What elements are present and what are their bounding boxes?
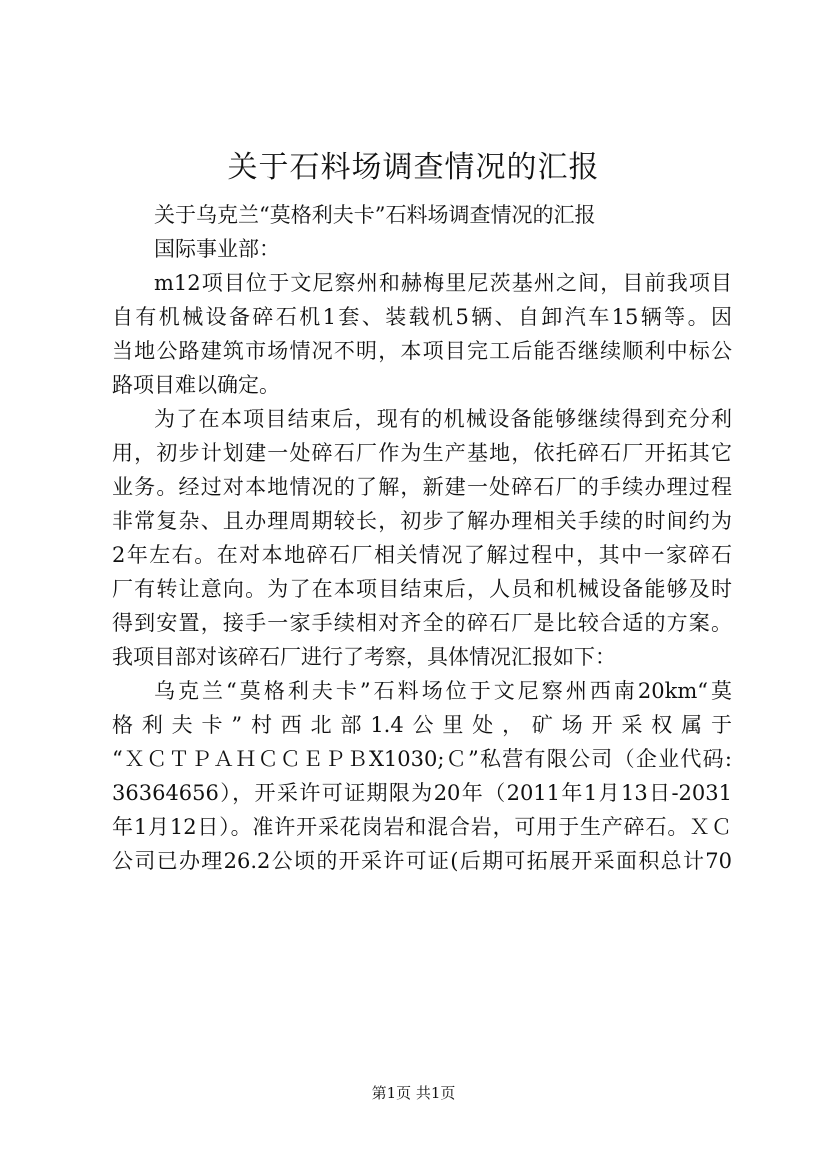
document-title: 关于石料场调查情况的汇报 bbox=[227, 150, 600, 185]
body-line: 厂有转让意向。为了在本项目结束后，人员和机械设备能够及时 bbox=[112, 577, 732, 601]
body-line: 格利夫卡”村西北部1.4公里处，矿场开采权属于 bbox=[112, 713, 732, 737]
body-line: 得到安置，接手一家手续相对齐全的碎石厂是比较合适的方案。 bbox=[112, 611, 732, 635]
body-line: 我项目部对该碎石厂进行了考察，具体情况汇报如下： bbox=[112, 645, 616, 669]
body-line: 2年左右。在对本地碎石厂相关情况了解过程中，其中一家碎石 bbox=[112, 543, 732, 567]
body-line: 路项目难以确定。 bbox=[112, 373, 280, 397]
body-line: m12项目位于文尼察州和赫梅里尼茨基州之间，目前我项目 bbox=[154, 271, 732, 295]
body-line: 当地公路建筑市场情况不明，本项目完工后能否继续顺利中标公 bbox=[112, 339, 732, 363]
body-line: 乌克兰“莫格利夫卡”石料场位于文尼察州西南20km“莫 bbox=[154, 679, 732, 703]
body-line: 用，初步计划建一处碎石厂作为生产基地，依托碎石厂开拓其它 bbox=[112, 441, 732, 465]
body-line: 国际事业部： bbox=[154, 237, 280, 261]
body-line: 公司已办理26.2公顷的开采许可证(后期可拓展开采面积总计70 bbox=[112, 849, 732, 873]
document-body bbox=[112, 198, 732, 878]
page-number-footer: 第1页 共1页 bbox=[371, 1084, 456, 1102]
body-line: 关于乌克兰“莫格利夫卡”石料场调查情况的汇报 bbox=[154, 203, 596, 227]
body-line: 为了在本项目结束后，现有的机械设备能够继续得到充分利 bbox=[154, 407, 732, 431]
body-line: 业务。经过对本地情况的了解，新建一处碎石厂的手续办理过程 bbox=[112, 475, 732, 499]
body-line: 非常复杂、且办理周期较长，初步了解办理相关手续的时间约为 bbox=[112, 509, 732, 533]
body-line: 年1月12日）。准许开采花岗岩和混合岩，可用于生产碎石。ＸＣ bbox=[112, 815, 732, 839]
body-line: 自有机械设备碎石机1套、装载机5辆、自卸汽车15辆等。因 bbox=[112, 305, 732, 329]
body-line: “ＸＣＴＰＡＨＣＣＥＰＢX1030;Ｃ”私营有限公司（企业代码: bbox=[112, 747, 732, 771]
body-line: 36364656），开采许可证期限为20年（2011年1月13日-2031 bbox=[112, 781, 733, 805]
